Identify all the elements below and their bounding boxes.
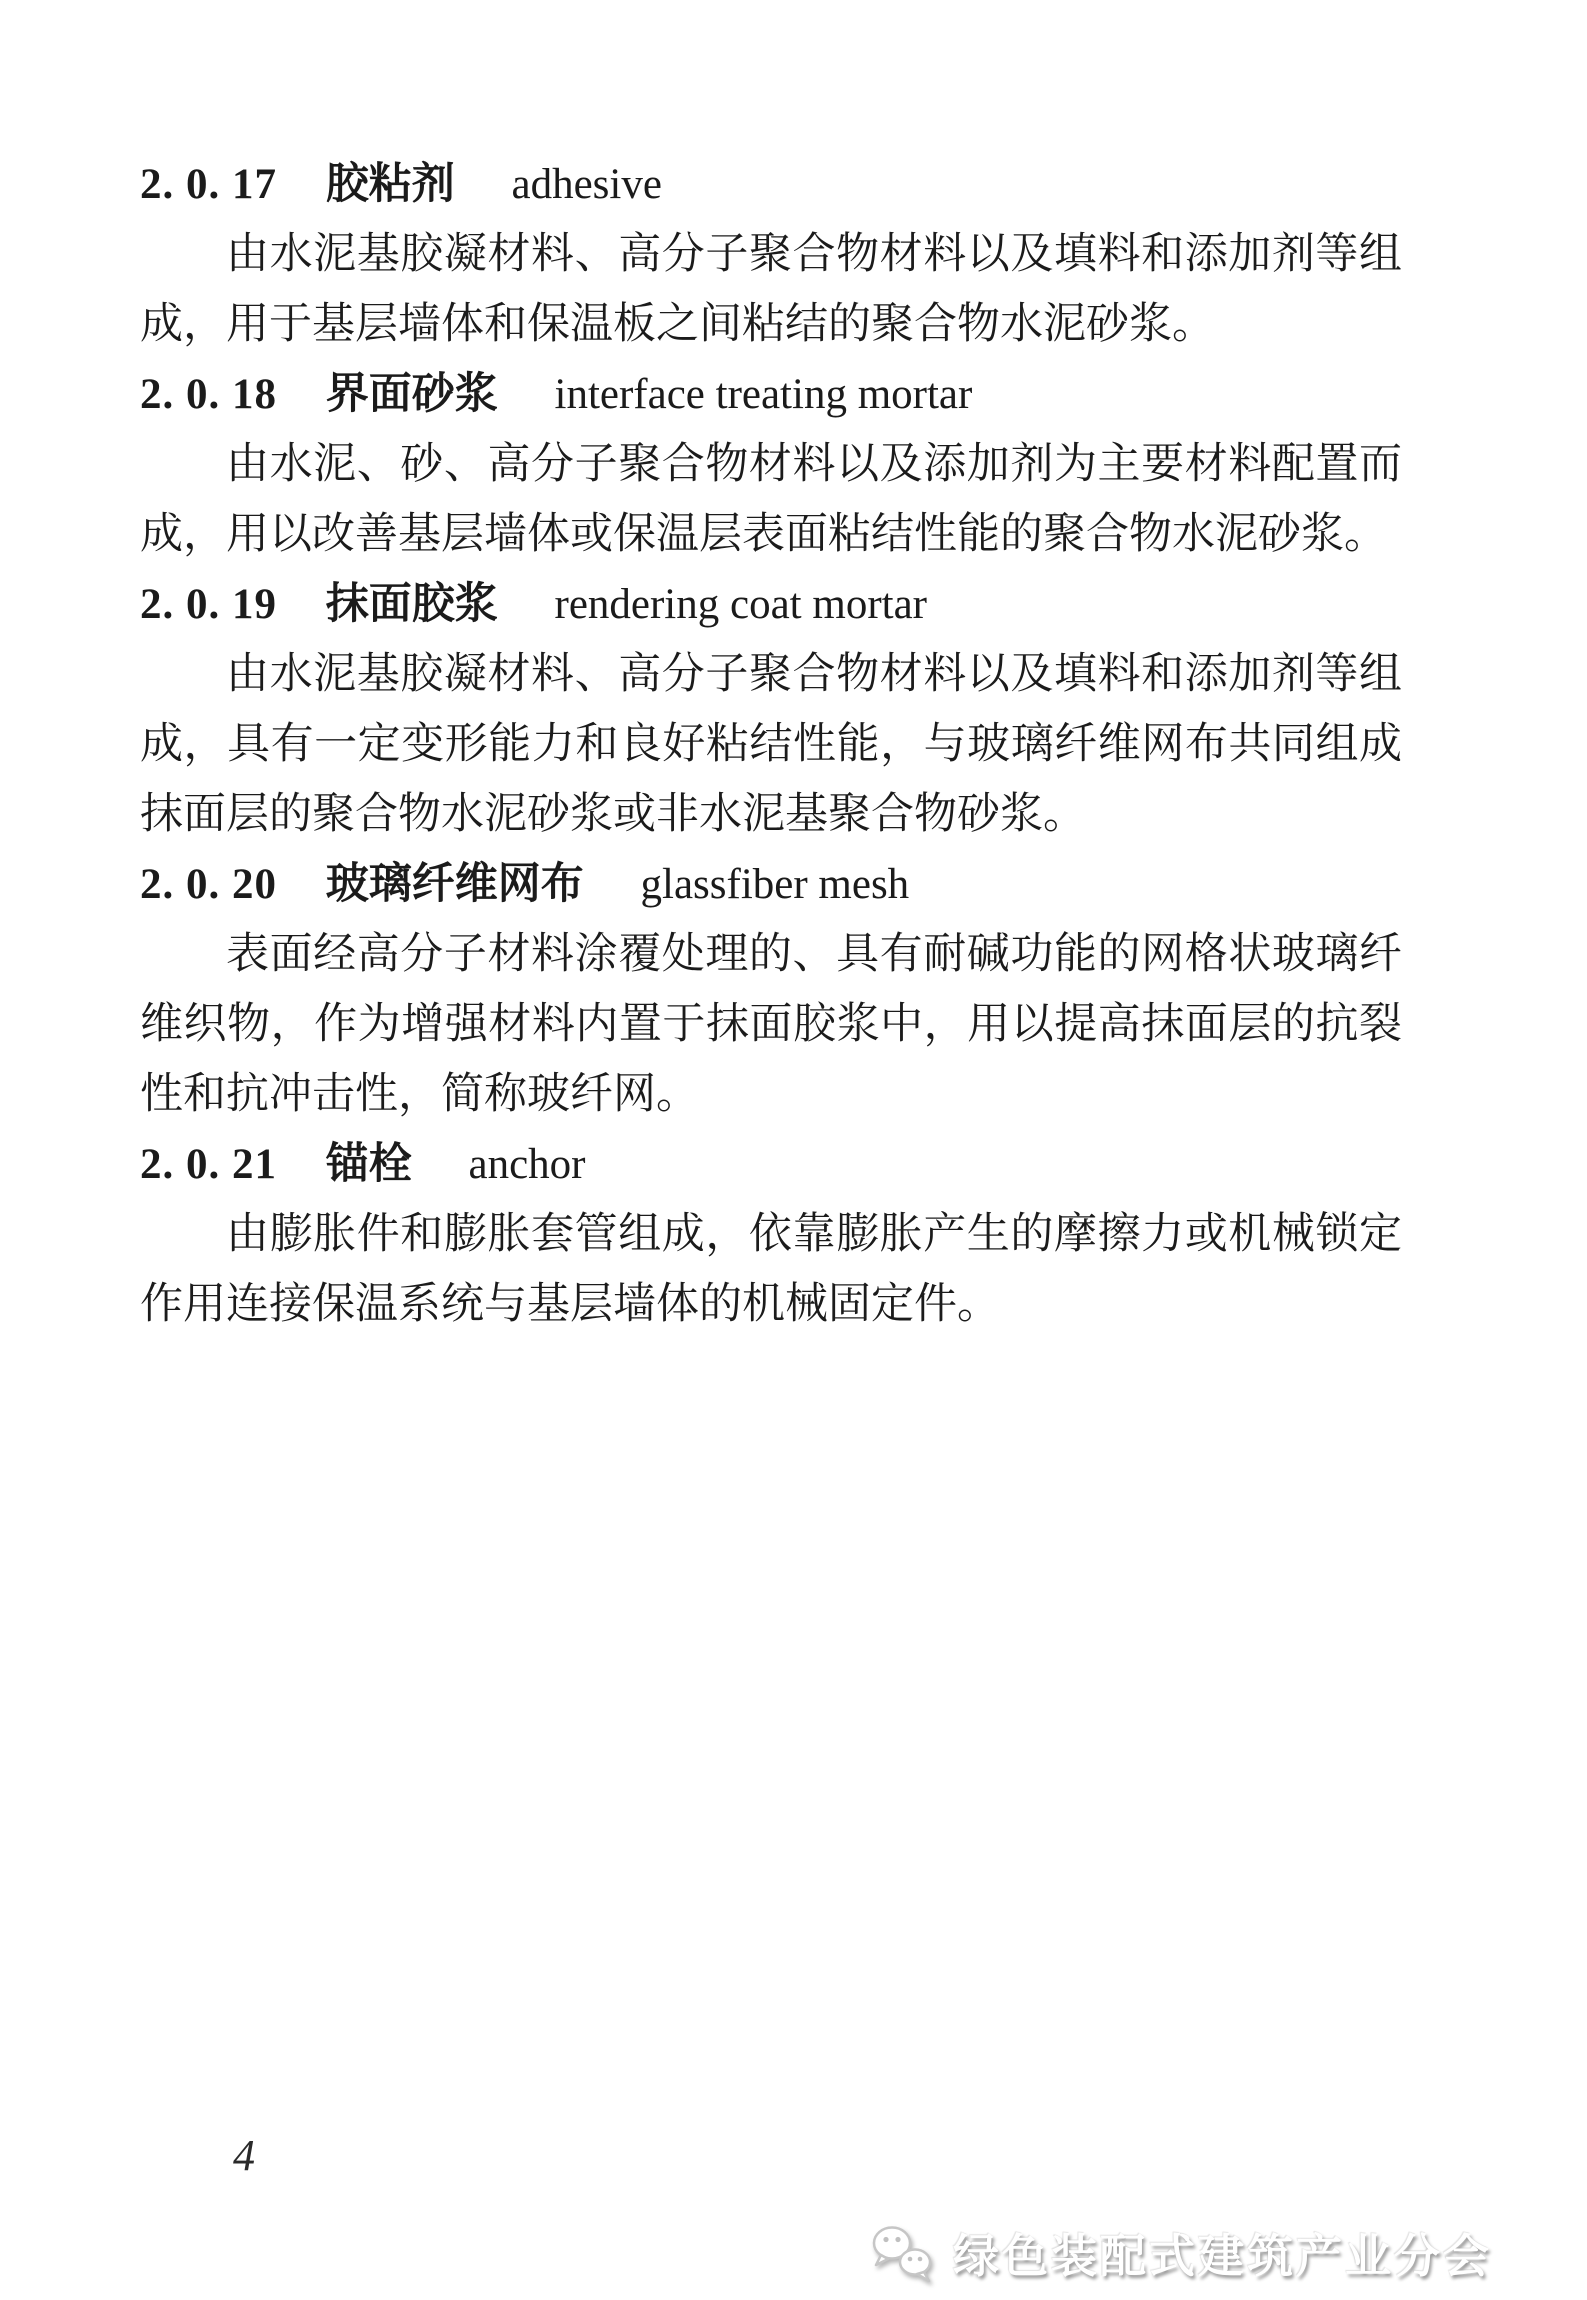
wechat-icon bbox=[867, 2222, 939, 2284]
brand-watermark: 绿色装配式建筑产业分会 bbox=[953, 2230, 1492, 2282]
term-heading bbox=[140, 570, 1402, 640]
definition-paragraph: 由水泥基胶凝材料、高分子聚合物材料以及填料和添加剂等组成，具有一定变形能力和良好粘结性能，与玻璃纤维网布共同组成抹面层的聚合物水泥砂浆或非水泥基聚合物砂浆。 bbox=[140, 651, 1402, 838]
footer-brand bbox=[867, 2220, 1492, 2286]
term-chinese: 玻璃纤维网布 bbox=[325, 861, 584, 908]
term-chinese: 界面砂浆 bbox=[325, 371, 498, 418]
term-heading bbox=[140, 150, 1402, 220]
definition-paragraph: 表面经高分子材料涂覆处理的、具有耐碱功能的网格状玻璃纤维织物，作为增强材料内置于抹面胶浆中，用以提高抹面层的抗裂性和抗冲击性，简称玻纤网。 bbox=[140, 931, 1402, 1118]
clause-number: 2. 0. 17 bbox=[140, 161, 277, 208]
terms-content bbox=[140, 150, 1402, 1340]
definition-paragraph: 由水泥基胶凝材料、高分子聚合物材料以及填料和添加剂等组成，用于基层墙体和保温板之间粘结的聚合物水泥砂浆。 bbox=[140, 231, 1402, 348]
clause-number: 2. 0. 19 bbox=[140, 581, 277, 628]
page-number: 4 bbox=[233, 2131, 255, 2180]
term-english: adhesive bbox=[511, 161, 662, 208]
clause-number: 2. 0. 20 bbox=[140, 861, 277, 908]
term-chinese: 锚栓 bbox=[325, 1141, 412, 1188]
clause-number: 2. 0. 18 bbox=[140, 371, 277, 418]
term-english: glassfiber mesh bbox=[640, 861, 910, 908]
term-english: interface treating mortar bbox=[554, 371, 973, 418]
term-english: anchor bbox=[468, 1141, 586, 1188]
definition-paragraph: 由膨胀件和膨胀套管组成，依靠膨胀产生的摩擦力或机械锁定作用连接保温系统与基层墙体的机械固定件。 bbox=[140, 1211, 1402, 1328]
term-heading bbox=[140, 360, 1402, 430]
definition-paragraph: 由水泥、砂、高分子聚合物材料以及添加剂为主要材料配置而成，用以改善基层墙体或保温层表面粘结性能的聚合物水泥砂浆。 bbox=[140, 441, 1402, 558]
term-chinese: 抹面胶浆 bbox=[325, 581, 498, 628]
term-heading bbox=[140, 1130, 1402, 1200]
term-heading bbox=[140, 850, 1402, 920]
term-chinese: 胶粘剂 bbox=[325, 161, 455, 208]
clause-number: 2. 0. 21 bbox=[140, 1141, 277, 1188]
term-english: rendering coat mortar bbox=[554, 581, 927, 628]
